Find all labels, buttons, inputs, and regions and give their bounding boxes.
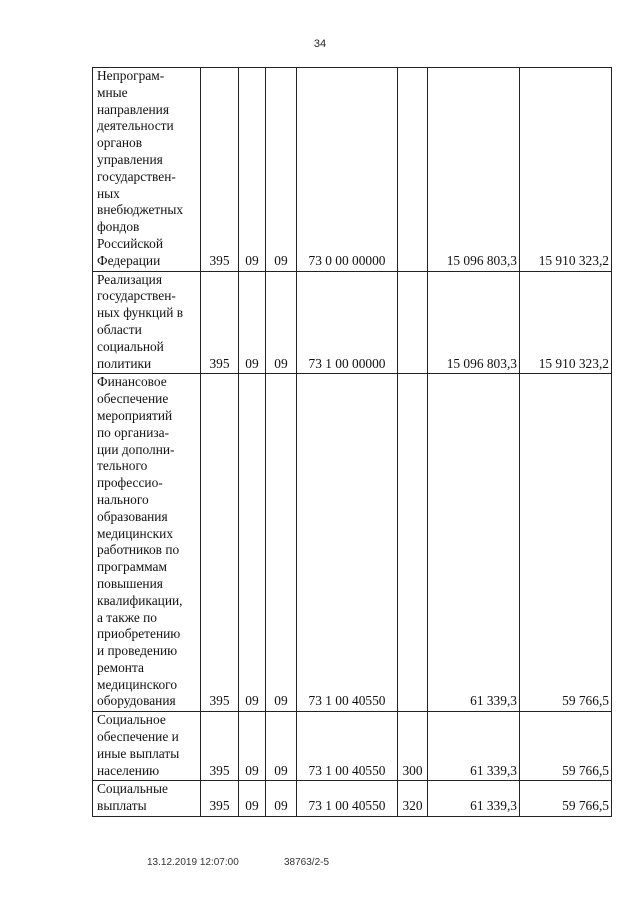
row-name-line: нального — [97, 491, 149, 507]
row-name-line: программам — [97, 559, 167, 575]
row-name-line: работников по — [97, 542, 180, 558]
table-row — [93, 781, 612, 817]
row-name-line: направления — [97, 101, 170, 117]
row-name-line: мные — [97, 84, 128, 100]
row-name-line: управления — [97, 151, 163, 167]
row-name-line: обеспечение и — [97, 729, 179, 745]
section-code-cell: 09 — [239, 781, 266, 817]
ministry-code-cell: 395 — [201, 712, 239, 781]
row-name-line: Реализация — [97, 271, 163, 287]
amount-year-1-cell: 15 096 803,3 — [428, 68, 520, 272]
row-name-cell — [93, 781, 201, 817]
subsection-code-cell: 09 — [266, 712, 297, 781]
amount-year-2-cell: 59 766,5 — [520, 374, 612, 712]
table-row — [93, 68, 612, 272]
footer-doc-code: 38763/2-5 — [284, 857, 330, 868]
target-article-cell: 73 1 00 00000 — [297, 271, 398, 374]
row-name-line: оборудования — [97, 693, 176, 709]
budget-table — [92, 67, 612, 817]
expense-type-cell: 320 — [398, 781, 428, 817]
table-row — [93, 712, 612, 781]
row-name-line: выплаты — [97, 798, 147, 814]
amount-year-1-cell: 61 339,3 — [428, 712, 520, 781]
row-name-line: ных — [97, 185, 120, 201]
row-name-line: Федерации — [97, 252, 161, 268]
row-name-line: Финансовое — [97, 374, 167, 390]
section-code-cell: 09 — [239, 374, 266, 712]
target-article-cell: 73 1 00 40550 — [297, 781, 398, 817]
subsection-code-cell: 09 — [266, 781, 297, 817]
section-code-cell: 09 — [239, 271, 266, 374]
row-name-line: политики — [97, 355, 152, 371]
row-name-line: повышения — [97, 575, 163, 591]
subsection-code-cell: 09 — [266, 374, 297, 712]
row-name-line: Социальное — [97, 712, 166, 728]
row-name-line: Непрограм- — [97, 68, 165, 83]
table-row — [93, 374, 612, 712]
row-name-cell — [93, 712, 201, 781]
row-name-cell — [93, 68, 201, 272]
target-article-cell: 73 1 00 40550 — [297, 712, 398, 781]
amount-year-2-cell: 59 766,5 — [520, 781, 612, 817]
subsection-code-cell: 09 — [266, 68, 297, 272]
ministry-code-cell: 395 — [201, 271, 239, 374]
amount-year-2-cell: 15 910 323,2 — [520, 271, 612, 374]
row-name-line: по организа- — [97, 424, 170, 440]
amount-year-2-cell: 59 766,5 — [520, 712, 612, 781]
row-name-line: Социальные — [97, 781, 168, 797]
section-code-cell: 09 — [239, 712, 266, 781]
ministry-code-cell: 395 — [201, 374, 239, 712]
row-name-line: тельного — [97, 458, 148, 474]
amount-year-1-cell: 15 096 803,3 — [428, 271, 520, 374]
row-name-line: Российской — [97, 235, 163, 251]
row-name-line: фондов — [97, 219, 140, 235]
subsection-code-cell: 09 — [266, 271, 297, 374]
table-row — [93, 271, 612, 374]
row-name-line: ции дополни- — [97, 441, 175, 457]
row-name-line: населению — [97, 762, 160, 778]
footer-timestamp: 13.12.2019 12:07:00 — [147, 857, 239, 868]
target-article-cell: 73 0 00 00000 — [297, 68, 398, 272]
expense-type-cell — [398, 271, 428, 374]
row-name-line: иные выплаты — [97, 745, 180, 761]
row-name-line: деятельности — [97, 118, 174, 134]
row-name-line: ремонта — [97, 659, 144, 675]
ministry-code-cell: 395 — [201, 781, 239, 817]
amount-year-2-cell: 15 910 323,2 — [520, 68, 612, 272]
target-article-cell: 73 1 00 40550 — [297, 374, 398, 712]
ministry-code-cell: 395 — [201, 68, 239, 272]
row-name-line: государствен- — [97, 168, 176, 184]
row-name-line: мероприятий — [97, 407, 173, 423]
expense-type-cell — [398, 68, 428, 272]
expense-type-cell: 300 — [398, 712, 428, 781]
row-name-line: а также по — [97, 609, 157, 625]
amount-year-1-cell: 61 339,3 — [428, 781, 520, 817]
section-code-cell: 09 — [239, 68, 266, 272]
row-name-cell — [93, 374, 201, 712]
row-name-line: области — [97, 321, 142, 337]
row-name-line: и проведению — [97, 643, 178, 659]
row-name-line: образования — [97, 508, 168, 524]
row-name-line: обеспечение — [97, 391, 169, 407]
row-name-line: медицинских — [97, 525, 174, 541]
row-name-line: профессио- — [97, 475, 163, 491]
row-name-line: внебюджетных — [97, 202, 184, 218]
row-name-line: государствен- — [97, 288, 176, 304]
row-name-line: медицинского — [97, 676, 178, 692]
page-number: 34 — [313, 38, 327, 50]
row-name-line: социальной — [97, 338, 164, 354]
amount-year-1-cell: 61 339,3 — [428, 374, 520, 712]
row-name-line: приобретению — [97, 626, 181, 642]
row-name-line: ных функций в — [97, 305, 184, 321]
row-name-line: органов — [97, 135, 143, 151]
row-name-cell — [93, 271, 201, 374]
expense-type-cell — [398, 374, 428, 712]
row-name-line: квалификации, — [97, 592, 183, 608]
